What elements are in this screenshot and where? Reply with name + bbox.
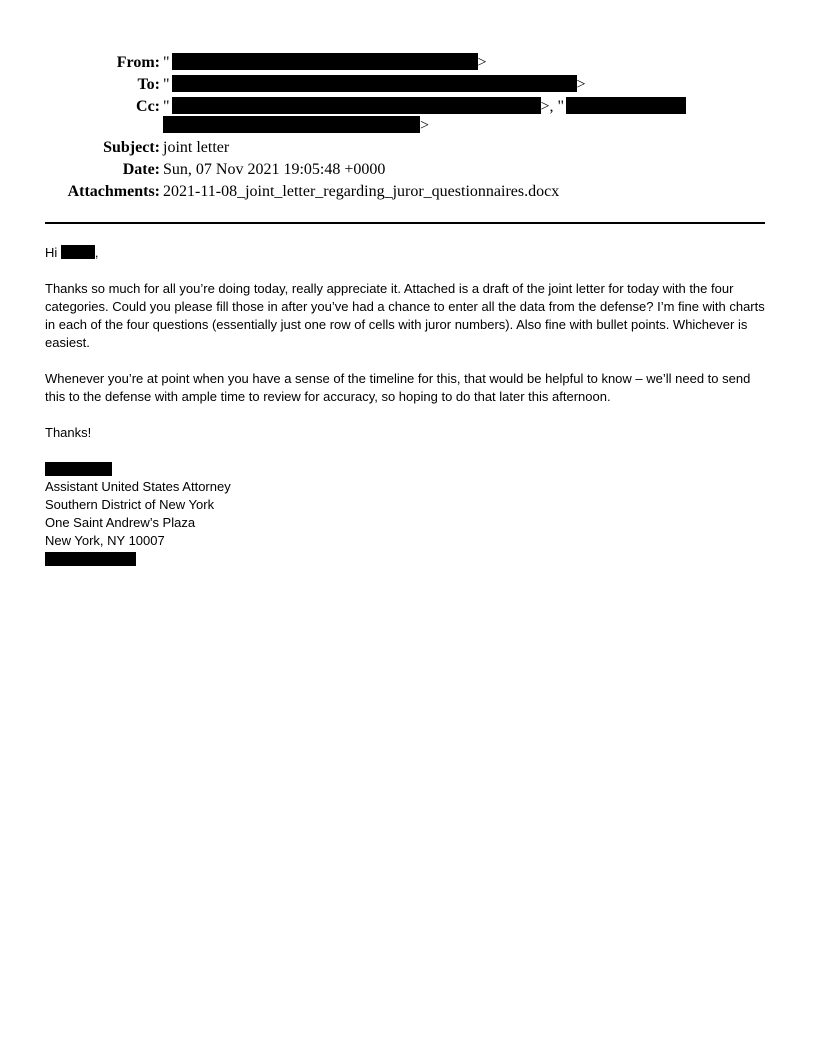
- signature-address-1: One Saint Andrew’s Plaza: [45, 515, 196, 530]
- signature-office: Southern District of New York: [45, 497, 215, 512]
- redaction-block: [172, 75, 577, 92]
- to-row: [0, 75, 816, 95]
- redaction-block: [172, 53, 478, 70]
- greeting-prefix: Hi: [45, 245, 58, 260]
- signature-address-2: New York, NY 10007: [45, 533, 165, 548]
- date-label: Date:: [122, 161, 160, 178]
- subject-row: [0, 138, 816, 158]
- signature-title: Assistant United States Attorney: [45, 479, 231, 494]
- signature-name-redaction: [45, 462, 112, 476]
- subject-label: Subject:: [103, 139, 160, 156]
- paragraph-2: Whenever you’re at point when you have a sense of the timeline for this, that would be helpful to know – we’ll need to send this to the defense with ample time to review for accuracy, so hoping to do that later this afternoon.: [45, 371, 751, 404]
- cc-value: " >, ": [163, 97, 686, 117]
- subject-value: joint letter: [163, 139, 230, 156]
- redaction-block: [61, 245, 95, 259]
- from-row: [0, 53, 816, 73]
- attachment-link[interactable]: 2021-11-08_joint_letter_regarding_juror_questionnaires.docx: [163, 183, 560, 200]
- header-divider: [45, 222, 765, 224]
- closing: Thanks!: [45, 425, 92, 440]
- to-label: To:: [137, 76, 160, 93]
- attachments-row: [0, 182, 816, 202]
- cc-row-continued: [0, 116, 816, 136]
- redaction-block: [172, 97, 541, 114]
- cc-value-continued: >: [163, 116, 429, 136]
- paragraph-1: Thanks so much for all you’re doing today, really appreciate it. Attached is a draft of the joint letter for today with the four categories. Could you please fill those in after you’ve had a chance to enter all the data from the defense? I’m fine with charts in each of the four questions (essentially just one row of cells with juror numbers). Also fine with bullet points. Whichever is easiest.: [45, 281, 765, 350]
- date-row: [0, 160, 816, 180]
- attachments-label: Attachments:: [67, 183, 160, 200]
- from-label: From:: [116, 54, 160, 71]
- date-value: Sun, 07 Nov 2021 19:05:48 +0000: [163, 161, 386, 178]
- from-value: " >: [163, 54, 487, 71]
- signature-contact-redaction: [45, 552, 136, 566]
- cc-label: Cc:: [136, 98, 160, 115]
- redaction-block: [163, 116, 420, 133]
- redaction-block: [566, 97, 686, 114]
- cc-row: [0, 97, 816, 117]
- greeting: [45, 244, 770, 262]
- to-value: " >: [163, 76, 586, 93]
- greeting-suffix: ,: [94, 245, 99, 260]
